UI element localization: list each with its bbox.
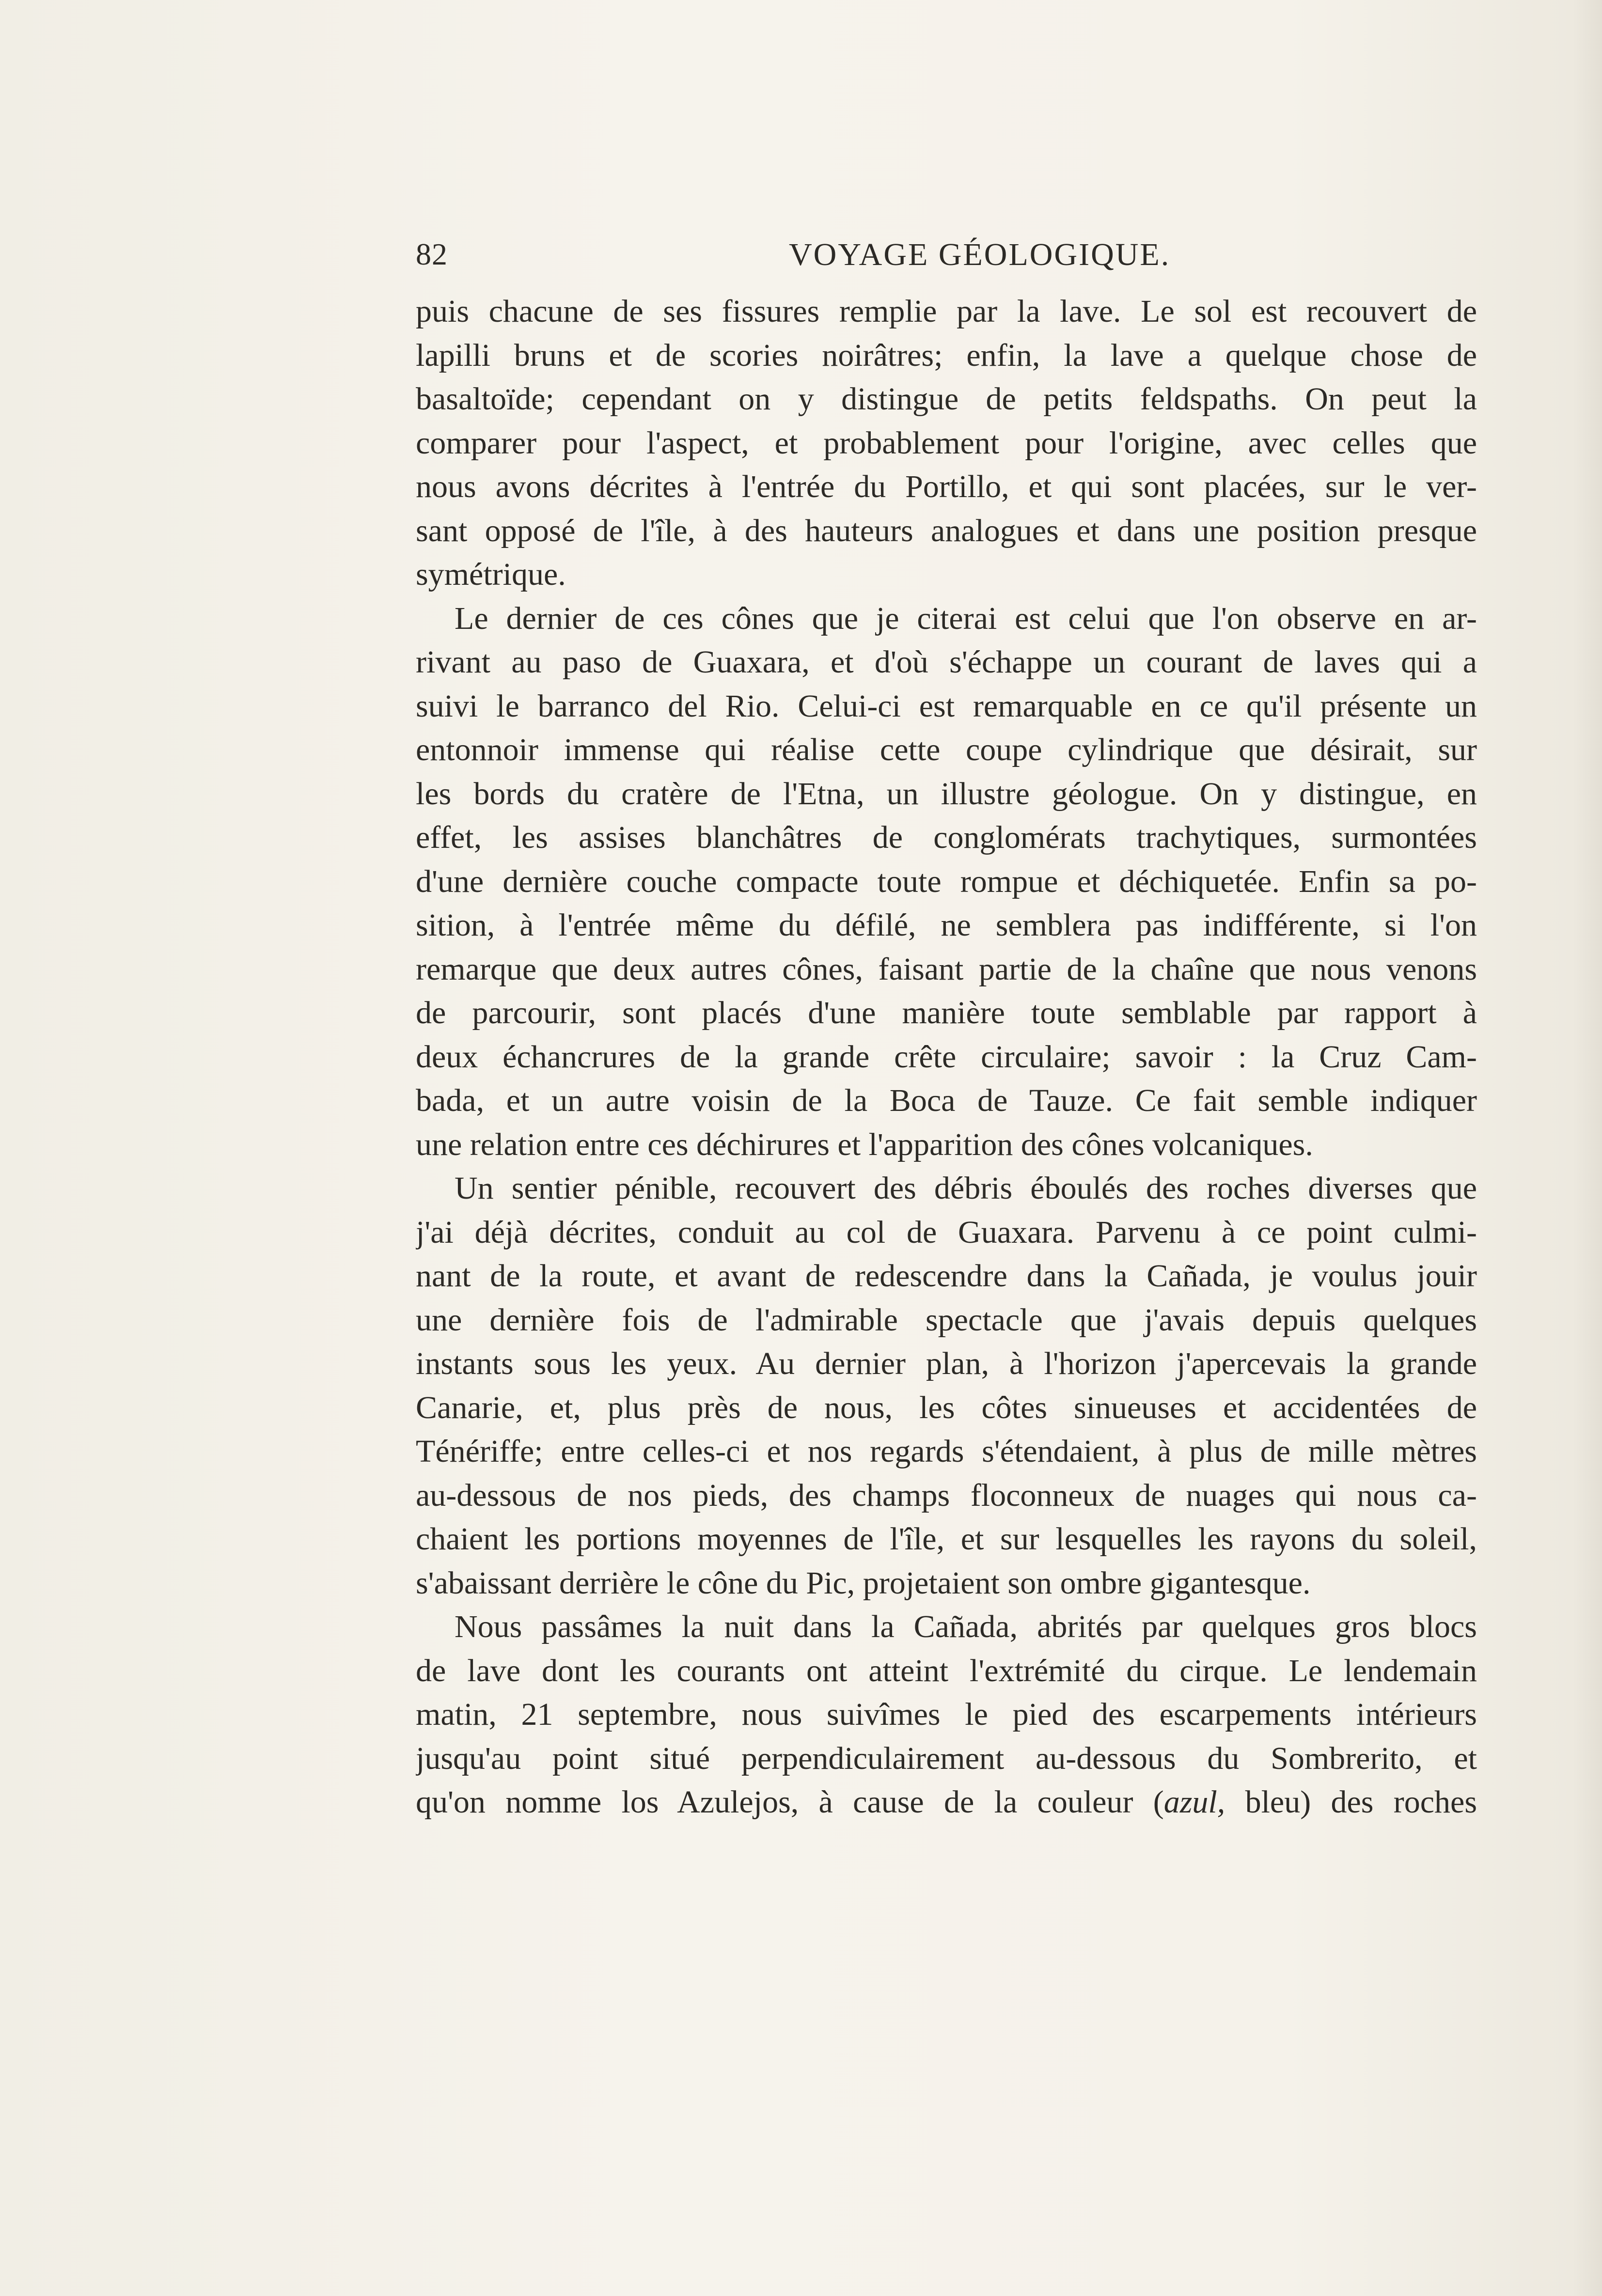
text-line: rivant au paso de Guaxara, et d'où s'échappe un courant de laves qui a [416, 644, 1477, 680]
text-line: puis chacune de ses fissures remplie par la lave. Le sol est recouvert de [416, 294, 1477, 329]
text-line: une relation entre ces déchirures et l'apparition des cônes volcaniques. [416, 1126, 1313, 1162]
paragraph-start-line: Un sentier pénible, recouvert des débris éboulés des roches diverses que [455, 1171, 1477, 1206]
text-line: j'ai déjà décrites, conduit au col de Guaxara. Parvenu à ce point culmi- [416, 1214, 1477, 1250]
text-line: Canarie, et, plus près de nous, les côtes sinueuses et accidentées de [416, 1390, 1477, 1425]
text-line: suivi le barranco del Rio. Celui-ci est remarquable en ce qu'il présente un [416, 688, 1477, 724]
running-header [416, 236, 1477, 285]
running-title: VOYAGE GÉOLOGIQUE. [789, 237, 1171, 272]
text-segment: bleu) des roches [1225, 1784, 1477, 1820]
text-line: instants sous les yeux. Au dernier plan, à l'horizon j'apercevais la grande [416, 1346, 1477, 1381]
text-line: entonnoir immense qui réalise cette coupe cylindrique que désirait, sur [416, 732, 1477, 767]
body-text [416, 290, 1477, 1825]
text-line: de parcourir, sont placés d'une manière toute semblable par rapport à [416, 995, 1477, 1031]
text-line: les bords du cratère de l'Etna, un illustre géologue. On y distingue, en [416, 776, 1477, 812]
text-line: d'une dernière couche compacte toute rompue et déchiquetée. Enfin sa po- [416, 863, 1477, 899]
text-line-final [416, 1781, 1477, 1825]
text-line: sant opposé de l'île, à des hauteurs analogues et dans une position presque [416, 513, 1477, 548]
page-edge-shadow [1573, 0, 1602, 2296]
text-line: matin, 21 septembre, nous suivîmes le pied des escarpements intérieurs [416, 1697, 1477, 1732]
text-line: chaient les portions moyennes de l'île, et sur lesquelles les rayons du soleil, [416, 1521, 1477, 1557]
text-line: Ténériffe; entre celles-ci et nos regards s'étendaient, à plus de mille mètres [416, 1434, 1477, 1469]
text-line: s'abaissant derrière le cône du Pic, projetaient son ombre gigantesque. [416, 1565, 1311, 1601]
text-line: nant de la route, et avant de redescendre dans la Cañada, je voulus jouir [416, 1258, 1477, 1294]
paragraph-start-line: Le dernier de ces cônes que je citerai est celui que l'on observe en ar- [455, 600, 1477, 636]
text-line: symétrique. [416, 557, 566, 592]
paragraph-start-line: Nous passâmes la nuit dans la Cañada, abrités par quelques gros blocs [455, 1609, 1477, 1644]
text-line: jusqu'au point situé perpendiculairement au-dessous du Sombrerito, et [416, 1740, 1477, 1776]
text-line: comparer pour l'aspect, et probablement pour l'origine, avec celles que [416, 425, 1477, 461]
text-line: une dernière fois de l'admirable spectacle que j'avais depuis quelques [416, 1302, 1477, 1338]
text-line: effet, les assises blanchâtres de conglomérats trachytiques, surmontées [416, 820, 1477, 855]
text-line: sition, à l'entrée même du défilé, ne semblera pas indifférente, si l'on [416, 907, 1477, 943]
text-line: basaltoïde; cependant on y distingue de petits feldspaths. On peut la [416, 381, 1477, 417]
text-line: deux échancrures de la grande crête circulaire; savoir : la Cruz Cam- [416, 1039, 1477, 1075]
italic-word: azul, [1163, 1784, 1225, 1820]
text-line: au-dessous de nos pieds, des champs floconneux de nuages qui nous ca- [416, 1477, 1477, 1513]
text-line: nous avons décrites à l'entrée du Portillo, et qui sont placées, sur le ver- [416, 469, 1477, 504]
text-line: de lave dont les courants ont atteint l'extrémité du cirque. Le lendemain [416, 1653, 1477, 1688]
text-line: remarque que deux autres cônes, faisant partie de la chaîne que nous venons [416, 951, 1477, 987]
page-number: 82 [416, 237, 448, 271]
text-line: lapilli bruns et de scories noirâtres; enfin, la lave a quelque chose de [416, 337, 1477, 373]
text-line: bada, et un autre voisin de la Boca de Tauze. Ce fait semble indiquer [416, 1083, 1477, 1118]
text-segment: qu'on nomme los Azulejos, à cause de la couleur ( [416, 1784, 1164, 1820]
